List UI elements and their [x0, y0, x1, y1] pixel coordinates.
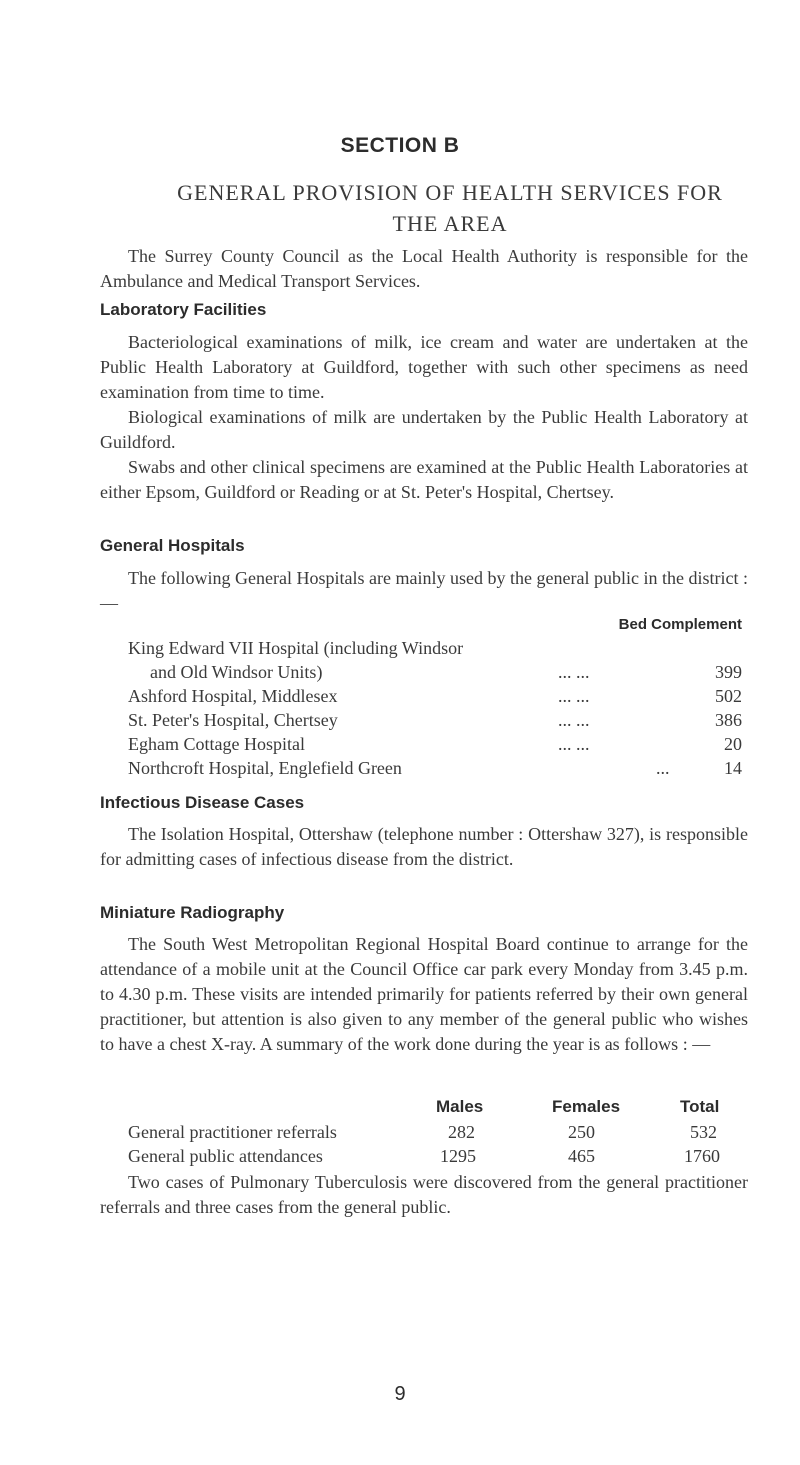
hospital-row: [128, 638, 742, 662]
bed-complement-header: Bed Complement: [618, 616, 742, 633]
hospital-name: Ashford Hospital, Middlesex: [128, 686, 338, 706]
bed-count: 14: [724, 758, 742, 778]
leader-dots: ...: [656, 758, 670, 778]
infectious-heading: Infectious Disease Cases: [100, 793, 305, 812]
laboratory-paragraph-2: Biological examinations of milk are undertaken by the Public Health Laboratory at Guildford.: [100, 407, 748, 452]
intro-paragraph: The Surrey County Council as the Local Health Authority is responsible for the Ambulance and Medical Transport Services.: [100, 246, 748, 291]
hospital-row-continued: [128, 662, 742, 686]
males-value: 1295: [440, 1146, 476, 1166]
hospital-row: [128, 734, 742, 758]
total-value: 532: [690, 1122, 717, 1142]
column-header-total: Total: [680, 1097, 720, 1116]
table-row: [128, 1122, 742, 1146]
title-line-1: GENERAL PROVISION OF HEALTH SERVICES FOR: [177, 180, 723, 205]
laboratory-paragraph-1: Bacteriological examinations of milk, ice cream and water are undertaken at the Public Health Laboratory at Guildford, together with such other specimens as need examination from time to time.: [100, 332, 748, 402]
total-value: 1760: [684, 1146, 720, 1166]
leader-dots: ... ...: [558, 710, 590, 730]
hospital-row: [128, 758, 742, 782]
table-header-row: [128, 1097, 742, 1121]
column-header-males: Males: [436, 1097, 484, 1116]
males-value: 282: [448, 1122, 475, 1142]
hospital-name: Northcroft Hospital, Englefield Green: [128, 758, 402, 778]
hospital-name-continued: and Old Windsor Units): [150, 662, 323, 682]
hospitals-heading: General Hospitals: [100, 536, 245, 555]
bed-count: 502: [715, 686, 742, 706]
laboratory-heading: Laboratory Facilities: [100, 300, 267, 319]
bed-count: 20: [724, 734, 742, 754]
title-line-2: THE AREA: [392, 211, 508, 236]
hospital-row: [128, 710, 742, 734]
females-value: 465: [568, 1146, 595, 1166]
leader-dots: ... ...: [558, 734, 590, 754]
infectious-paragraph: The Isolation Hospital, Ottershaw (telephone number : Ottershaw 327), is responsible for admitting cases of infectious disease from the district.: [100, 824, 748, 869]
row-label: General public attendances: [128, 1146, 323, 1166]
leader-dots: ... ...: [558, 662, 590, 682]
hospital-row: [128, 686, 742, 710]
hospital-name: Egham Cottage Hospital: [128, 734, 305, 754]
females-value: 250: [568, 1122, 595, 1142]
radiography-closing-paragraph: Two cases of Pulmonary Tuberculosis were discovered from the general practitioner referrals and three cases from the general public.: [100, 1172, 748, 1217]
laboratory-paragraph-3: Swabs and other clinical specimens are examined at the Public Health Laboratories at either Epsom, Guildford or Reading or at St. Peter's Hospital, Chertsey.: [100, 457, 748, 502]
page-number: 9: [394, 1383, 406, 1405]
hospital-name: St. Peter's Hospital, Chertsey: [128, 710, 338, 730]
leader-dots: ... ...: [558, 686, 590, 706]
bed-count: 386: [715, 710, 742, 730]
radiography-heading: Miniature Radiography: [100, 903, 285, 922]
column-header-females: Females: [552, 1097, 621, 1116]
hospital-name: King Edward VII Hospital (including Windsor: [128, 638, 464, 658]
section-label: SECTION B: [340, 134, 460, 157]
table-row: [128, 1146, 742, 1170]
page-title: [150, 177, 750, 239]
radiography-paragraph: The South West Metropolitan Regional Hospital Board continue to arrange for the attendance of a mobile unit at the Council Office car park every Monday from 3.45 p.m. to 4.30 p.m. These visits are intended primarily for patients referred by their own general practitioner, but attention is also given to any member of the general public who wishes to have a chest X-ray. A summary of the work done during the year is as follows : —: [100, 934, 748, 1054]
hospitals-intro: The following General Hospitals are mainly used by the general public in the district : —: [100, 568, 748, 613]
row-label: General practitioner referrals: [128, 1122, 337, 1142]
bed-count: 399: [715, 662, 742, 682]
